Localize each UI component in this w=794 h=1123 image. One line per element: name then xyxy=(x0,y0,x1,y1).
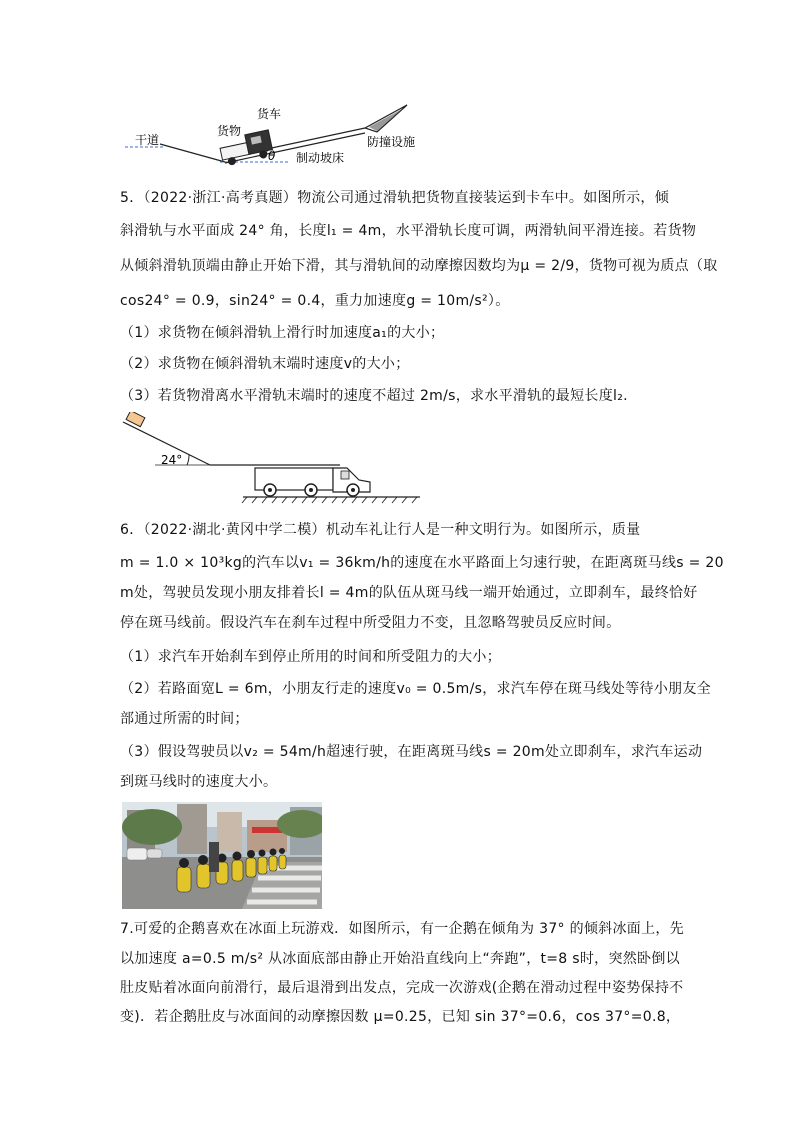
q7-line-3: 肚皮贴着冰面向前滑行，最后退滑到出发点，完成一次游戏(企鹅在滑动过程中姿势保持不 xyxy=(120,980,684,996)
q6-line-4: 停在斑马线前。假设汽车在刹车过程中所受阻力不变，且忽略驾驶员反应时间。 xyxy=(120,615,621,631)
q7-line-4: 变)．若企鹅肚皮与冰面间的动摩擦因数 μ=0.25，已知 sin 37°=0.6，cos 37°=0.8， xyxy=(120,1009,681,1025)
q6-sub-3a: （3）假设驾驶员以v₂ = 54m/h超速行驶，在距离斑马线s = 20m处立即刹车，求汽车运动 xyxy=(120,744,703,760)
q7-line-1: 7.可爱的企鹅喜欢在冰面上玩游戏．如图所示，有一企鹅在倾角为 37° 的倾斜冰面上，先 xyxy=(120,921,684,937)
slide-rail-figure xyxy=(115,412,425,507)
label-road: 干道 xyxy=(135,133,160,147)
angle-label: 24° xyxy=(161,453,183,467)
q7-line-2: 以加速度 a=0.5 m/s² 从冰面底部由静止开始沿直线向上“奔跑”，t=8 s时，突然卧倒以 xyxy=(120,951,680,967)
label-angle: θ xyxy=(268,149,276,163)
label-cargo: 货物 xyxy=(217,124,242,138)
q6-line-3: m处，驾驶员发现小朋友排着长l = 4m的队伍从斑马线一端开始通过，立即刹车，最终恰好 xyxy=(120,585,698,601)
label-barrier: 防撞设施 xyxy=(367,135,416,149)
q6-sub-2b: 部通过所需的时间； xyxy=(120,711,249,727)
q6-sub-1: （1）求汽车开始刹车到停止所用的时间和所受阻力的大小； xyxy=(120,649,502,665)
q6-sub-2a: （2）若路面宽L = 6m，小朋友行走的速度v₀ = 0.5m/s，求汽车停在斑马线处等待小朋友全 xyxy=(120,681,712,697)
braking-ramp-figure xyxy=(115,100,435,175)
q5-sub-3: （3）若货物滑离水平滑轨末端时的速度不超过 2m/s，求水平滑轨的最短长度l₂. xyxy=(120,388,628,404)
label-ramp: 制动坡床 xyxy=(296,151,345,165)
q5-sub-1: （1）求货物在倾斜滑轨上滑行时加速度a₁的大小； xyxy=(120,325,445,341)
crosswalk-photo xyxy=(122,802,322,909)
label-truck: 货车 xyxy=(257,107,282,121)
q5-line-2: 斜滑轨与水平面成 24° 角，长度l₁ = 4m，水平滑轨长度可调，两滑轨间平滑连接。若货物 xyxy=(120,223,697,239)
q6-sub-3b: 到斑马线时的速度大小。 xyxy=(120,774,278,790)
q5-line-1: 5．（2022·浙江·高考真题）物流公司通过滑轨把货物直接装运到卡车中。如图所示，倾 xyxy=(120,190,670,206)
q6-line-2: m = 1.0 × 10³kg的汽车以v₁ = 36km/h的速度在水平路面上匀速行驶，在距离斑马线s = 20 xyxy=(120,555,724,571)
q5-line-4: cos24° = 0.9，sin24° = 0.4，重力加速度g = 10m/s²）。 xyxy=(120,293,510,309)
q5-line-3: 从倾斜滑轨顶端由静止开始下滑，其与滑轨间的动摩擦因数均为μ = 2/9，货物可视为质点（取 xyxy=(120,258,718,274)
q5-sub-2: （2）求货物在倾斜滑轨末端时速度v的大小； xyxy=(120,356,410,372)
q6-line-1: 6．（2022·湖北·黄冈中学二模）机动车礼让行人是一种文明行为。如图所示，质量 xyxy=(120,522,641,538)
